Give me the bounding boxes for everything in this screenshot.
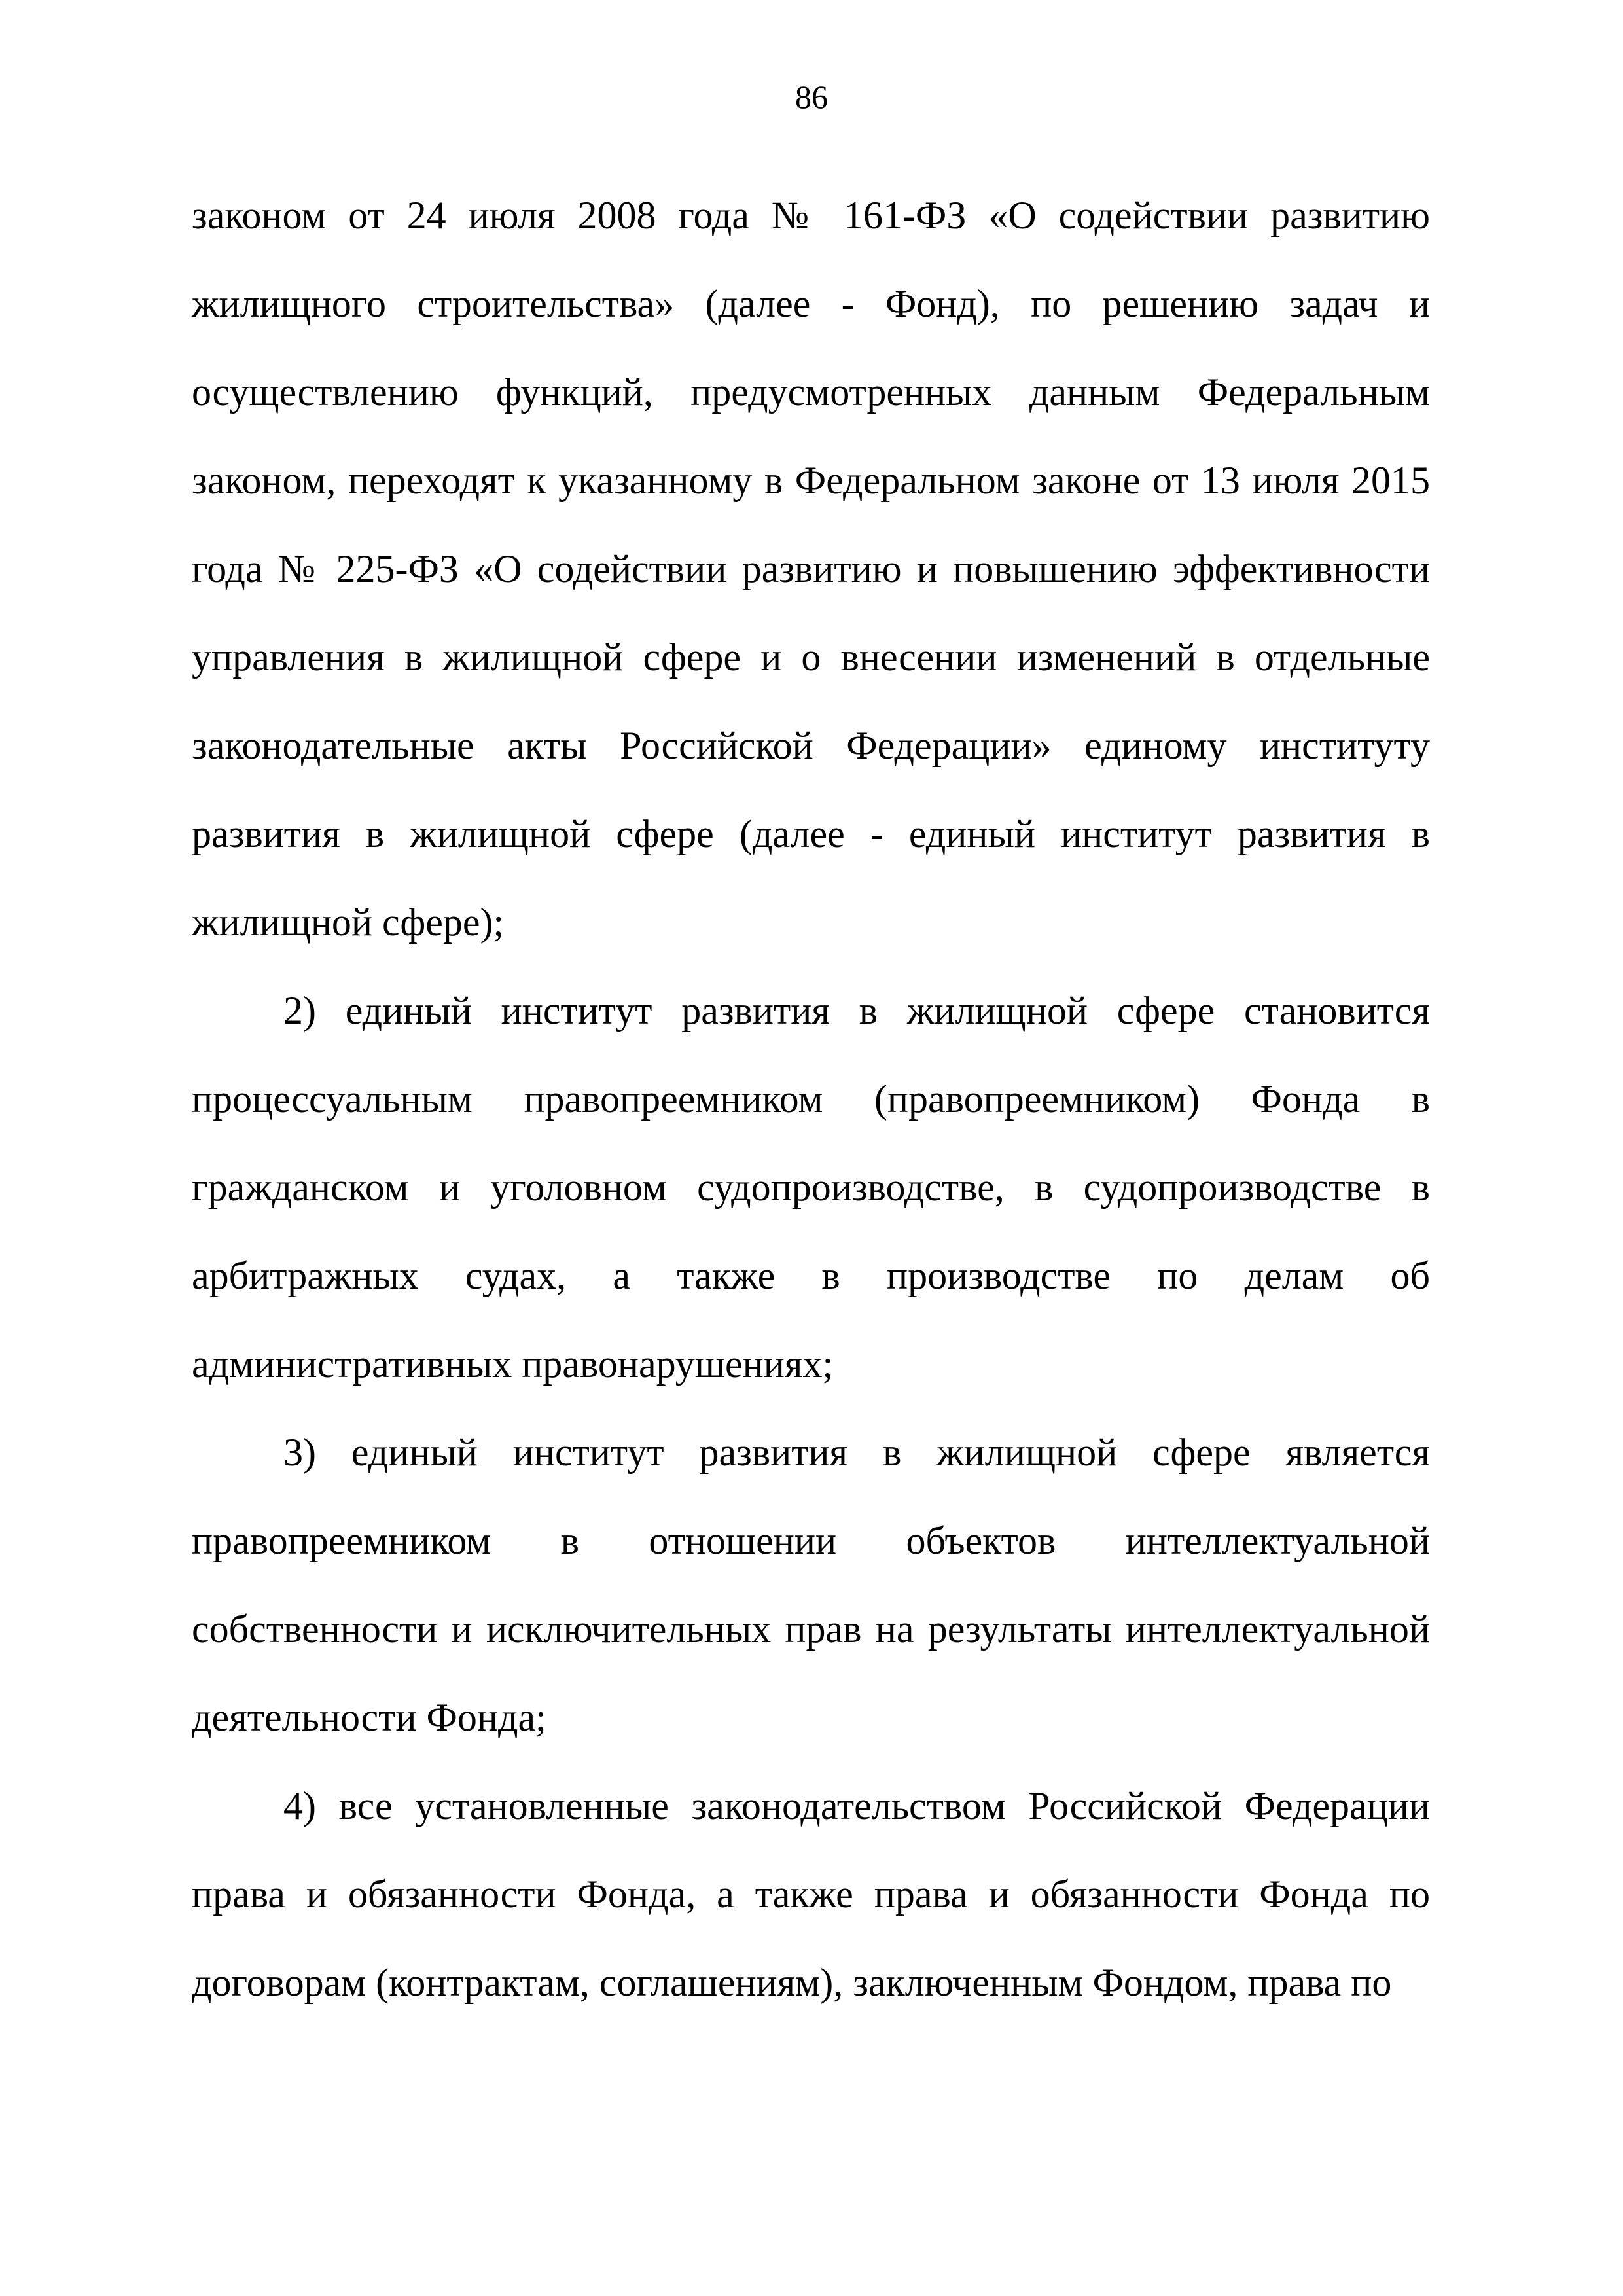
paragraph-continuation: законом от 24 июля 2008 года № 161-ФЗ «О содействии развитию жилищного строительства» (далее - Фонд), по решению задач и осуществлению функций, предусмотренных данным Федеральным законом, переходят к указанному в Федеральном законе от 13 июля 2015 года № 225-ФЗ «О содействии развитию и повышению эффективности управления в жилищной сфере и о внесении изменений в отдельные законодательные акты Российской Федерации» единому институту развития в жилищной сфере (далее - единый институт развития в жилищной сфере); [192, 194, 1430, 944]
document-body [192, 171, 1430, 2027]
paragraph-item-3: 3) единый институт развития в жилищной сфере является правопреемником в отношении объектов интеллектуальной собственности и исключительных прав на результаты интеллектуальной деятельности Фонда; [192, 1431, 1430, 1739]
paragraph-item-2: 2) единый институт развития в жилищной сфере становится процессуальным правопреемником (правопреемником) Фонда в гражданском и уголовном судопроизводстве, в судопроизводстве в арбитражных судах, а также в производстве по делам об административных правонарушениях; [192, 989, 1430, 1386]
page-number: 86 [795, 79, 828, 115]
paragraph-item-4: 4) все установленные законодательством Российской Федерации права и обязанности Фонда, а также права и обязанности Фонда по договорам (контрактам, соглашениям), заключенным Фондом, права по [192, 1784, 1430, 2004]
